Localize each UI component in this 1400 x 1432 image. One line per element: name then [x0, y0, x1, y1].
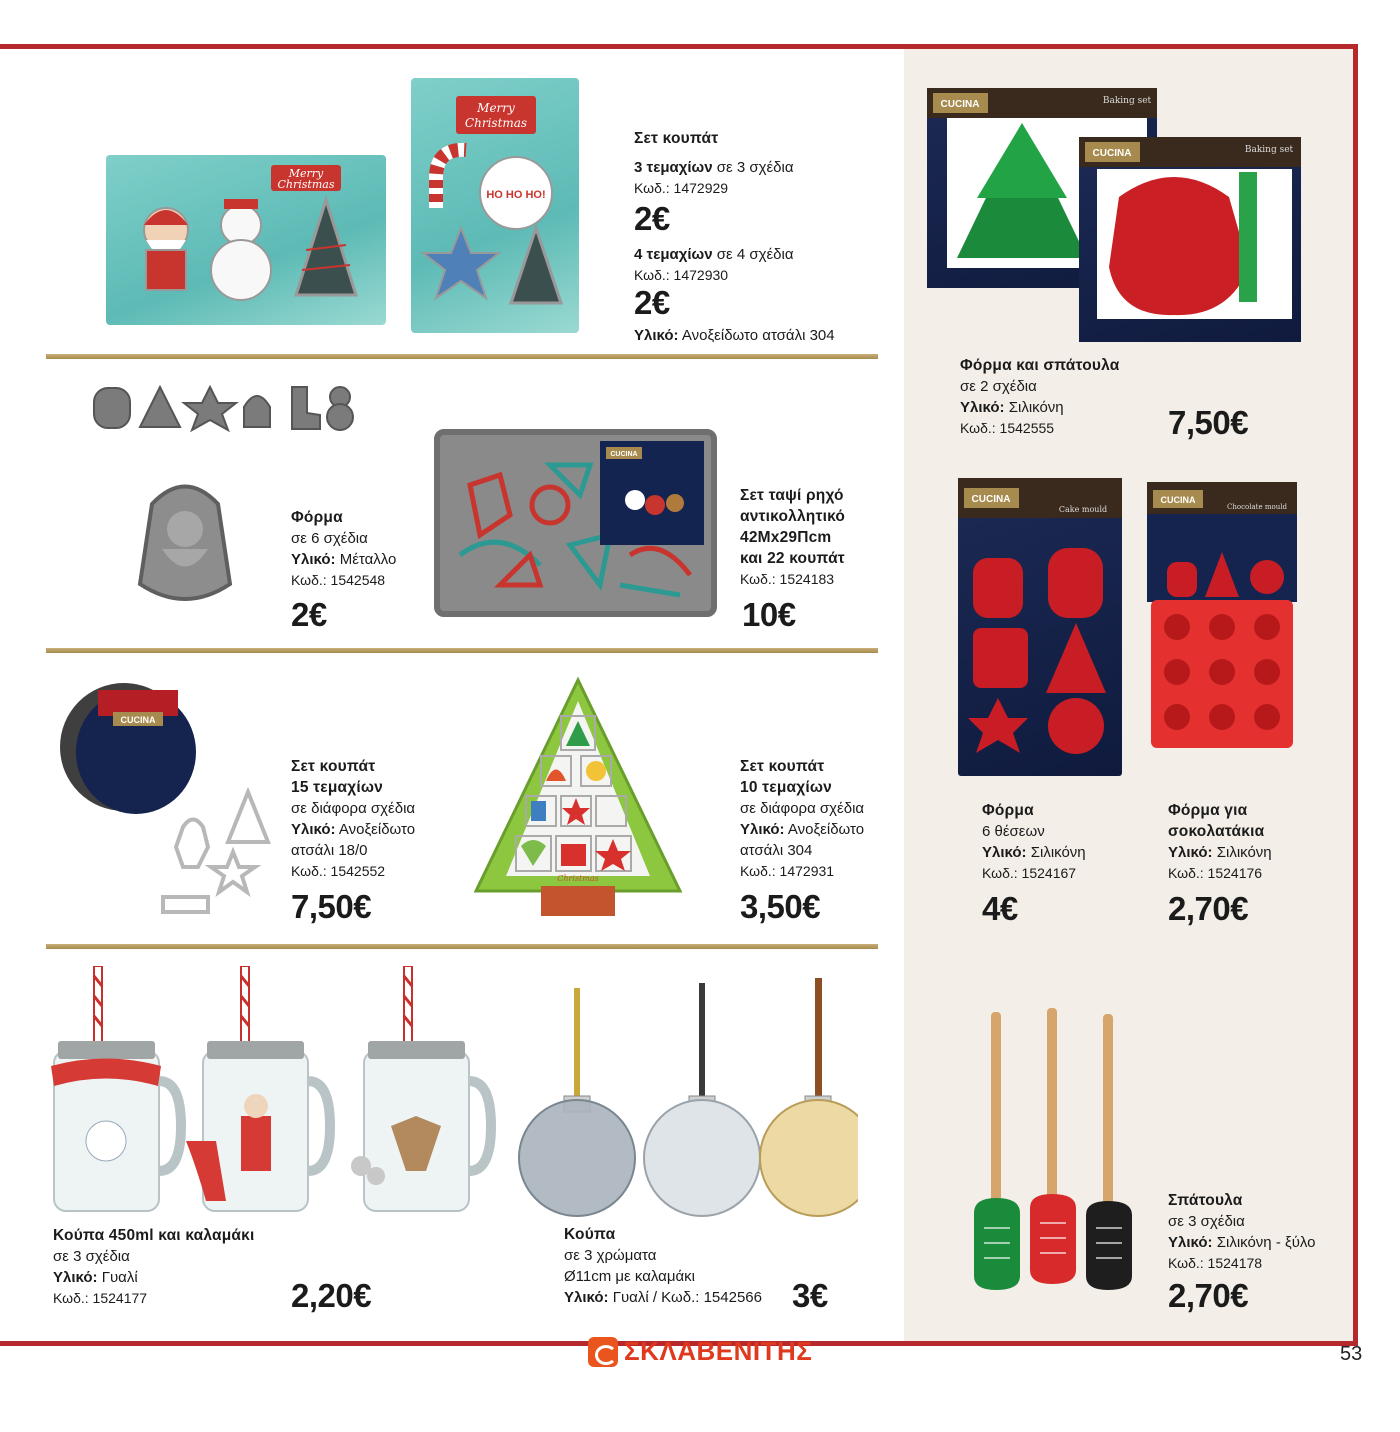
- title-line-1: Σετ ταψί ρηχό: [740, 487, 844, 504]
- chocolate-mould-pack: [1147, 482, 1297, 750]
- material-label: Υλικό:: [564, 1289, 609, 1306]
- baking-set-box-red: [1079, 137, 1301, 342]
- title-line-1: Φόρμα για: [1168, 802, 1248, 819]
- cutters-set-info: [634, 128, 794, 199]
- title-line-2: αντικολλητικό: [740, 508, 846, 525]
- material-label: Υλικό:: [291, 551, 336, 568]
- product-code: Κωδ.: 1472930: [634, 267, 729, 283]
- product-code: Κωδ.: 1524178: [1168, 1255, 1263, 1271]
- designs-line: σε διάφορα σχέδια: [740, 800, 865, 817]
- title-line-1: Φόρμα: [982, 802, 1034, 819]
- tray-info: [740, 485, 845, 590]
- brand-text: CUCINA: [971, 494, 1011, 505]
- designs-line: σε 6 σχέδια: [291, 530, 368, 547]
- divider: [46, 944, 878, 949]
- cutters-card-3: [106, 155, 386, 325]
- material-value: Σιλικόνη: [1026, 844, 1086, 861]
- variant-label: 3 τεμαχίων: [634, 159, 713, 176]
- product-code: Κωδ.: 1542552: [291, 863, 386, 879]
- material-value: Ανοξείδωτο ατσάλι 304: [678, 327, 835, 344]
- ball-mug-info: [564, 1224, 762, 1308]
- variant-designs: σε 3 σχέδια: [712, 159, 794, 176]
- mason-jar-mugs: [46, 966, 496, 1216]
- cake-mould-pack: [958, 478, 1122, 776]
- material-label: Υλικό:: [53, 1269, 98, 1286]
- brand-logo[interactable]: [588, 1336, 812, 1367]
- cutters-set-info-2: [634, 244, 794, 286]
- chocolate-mould-info: [1168, 800, 1272, 884]
- mini-moulds-row: [92, 383, 362, 433]
- ho-ho-text: HO HO HO!: [486, 189, 546, 201]
- product-title: Φόρμα και σπάτουλα: [960, 357, 1120, 374]
- designs-line: σε 2 σχέδια: [960, 378, 1037, 395]
- designs-line: σε 3 σχέδια: [53, 1248, 130, 1265]
- divider: [46, 648, 878, 653]
- spatulas: [970, 1008, 1140, 1294]
- page-number: 53: [1340, 1343, 1363, 1365]
- material-label: Υλικό:: [740, 821, 785, 838]
- chocolate-mould-text: Chocolate mould: [1227, 503, 1287, 511]
- metal-mould-info: [291, 507, 396, 591]
- title-line-2: 6 θέσεων: [982, 823, 1045, 840]
- material-value: Γυαλί: [97, 1269, 138, 1286]
- material-label: Υλικό:: [291, 821, 336, 838]
- baking-set-text: Baking set: [1102, 96, 1152, 106]
- product-title: Κούπα: [564, 1226, 616, 1243]
- material-value: Γυαλί / Κωδ.: 1542566: [608, 1289, 762, 1306]
- cutters-card-4: [411, 78, 579, 333]
- product-code: Κωδ.: 1524176: [1168, 865, 1263, 881]
- price: 3€: [792, 1277, 828, 1314]
- tree-cutters-card: [466, 676, 690, 918]
- christmas-text: Christmas: [277, 178, 335, 191]
- product-code: Κωδ.: 1472931: [740, 863, 835, 879]
- variant-label: 4 τεμαχίων: [634, 246, 713, 263]
- merry-christmas-text: Christmas: [557, 874, 599, 883]
- product-title: Φόρμα: [291, 509, 343, 526]
- product-code: Κωδ.: 1524177: [53, 1290, 148, 1306]
- logo-icon: [588, 1337, 618, 1367]
- merry-text: Merry: [288, 167, 324, 180]
- material-line-2: ατσάλι 18/0: [291, 842, 368, 859]
- title-line-1: Σετ κουπάτ: [291, 758, 376, 775]
- title-line-2: σοκολατάκια: [1168, 823, 1265, 840]
- title-line-2: 15 τεμαχίων: [291, 779, 383, 796]
- brand-text: CUCINA: [940, 99, 980, 110]
- title-line-1: Σετ κουπάτ: [740, 758, 825, 775]
- material-label: Υλικό:: [1168, 844, 1213, 861]
- size-line: Ø11cm με καλαμάκι: [564, 1268, 695, 1285]
- material-value: Ανοξείδωτο: [784, 821, 865, 838]
- material-label: Υλικό:: [982, 844, 1027, 861]
- product-title: Σπάτουλα: [1168, 1192, 1243, 1209]
- price: 7,50€: [1168, 404, 1249, 441]
- product-code: Κωδ.: 1542555: [960, 420, 1055, 436]
- cutters-10-info: [740, 756, 864, 882]
- price: 4€: [982, 890, 1018, 927]
- price: 2€: [634, 200, 670, 237]
- mug-jar-info: [53, 1225, 255, 1309]
- material-value: Σιλικόνη: [1004, 399, 1064, 416]
- product-code: Κωδ.: 1472929: [634, 180, 729, 196]
- baking-tray: [434, 429, 717, 617]
- cutters-15-info: [291, 756, 415, 882]
- santa-metal-mould: [132, 474, 238, 608]
- brand-text: CUCINA: [1092, 148, 1132, 159]
- brand-text: CUCINA: [1160, 495, 1196, 505]
- merry-text-2: Merry: [477, 101, 515, 115]
- product-code: Κωδ.: 1524183: [740, 571, 835, 587]
- price: 7,50€: [291, 888, 372, 925]
- brand-text: CUCINA: [120, 715, 156, 725]
- title-line-3: 42Mx29Πcm: [740, 529, 832, 546]
- product-code: Κωδ.: 1524167: [982, 865, 1077, 881]
- material-value: Σιλικόνη: [1212, 844, 1272, 861]
- title-line-4: και 22 κουπάτ: [740, 550, 845, 567]
- price: 10€: [742, 596, 796, 633]
- brand-text: CUCINA: [610, 451, 638, 458]
- spatula-info: [1168, 1190, 1316, 1274]
- ball-mugs: [518, 978, 858, 1220]
- material-value: Ανοξείδωτο: [335, 821, 416, 838]
- product-title: Κούπα 450ml και καλαμάκι: [53, 1227, 255, 1244]
- mould-spatula-info: [960, 355, 1119, 439]
- price: 2,70€: [1168, 1277, 1249, 1314]
- cutters-tin: [58, 672, 272, 932]
- designs-line: σε 3 σχέδια: [1168, 1213, 1245, 1230]
- product-code: Κωδ.: 1542548: [291, 572, 386, 588]
- product-title: Σετ κουπάτ: [634, 130, 719, 147]
- material-label: Υλικό:: [960, 399, 1005, 416]
- designs-line: σε διάφορα σχέδια: [291, 800, 416, 817]
- price: 2€: [634, 284, 670, 321]
- price: 2€: [291, 596, 327, 633]
- material-value: Μέταλλο: [335, 551, 397, 568]
- colors-line: σε 3 χρώματα: [564, 1247, 657, 1264]
- title-line-2: 10 τεμαχίων: [740, 779, 832, 796]
- variant-designs: σε 4 σχέδια: [712, 246, 794, 263]
- price: 2,70€: [1168, 890, 1249, 927]
- material-line-2: ατσάλι 304: [740, 842, 813, 859]
- price: 2,20€: [291, 1277, 372, 1314]
- material-label: Υλικό:: [1168, 1234, 1213, 1251]
- material-value: Σιλικόνη - ξύλο: [1212, 1234, 1316, 1251]
- brand-name: ΣΚΛΑΒΕΝΙΤΗΣ: [624, 1336, 813, 1366]
- material-line: [634, 325, 835, 346]
- material-label: Υλικό:: [634, 327, 679, 344]
- price: 3,50€: [740, 888, 821, 925]
- divider: [46, 354, 878, 359]
- christmas-text-2: Christmas: [464, 116, 528, 130]
- baking-set-text: Baking set: [1244, 145, 1294, 155]
- silicone-mould-info: [982, 800, 1086, 884]
- cake-mould-text: Cake mould: [1058, 505, 1108, 514]
